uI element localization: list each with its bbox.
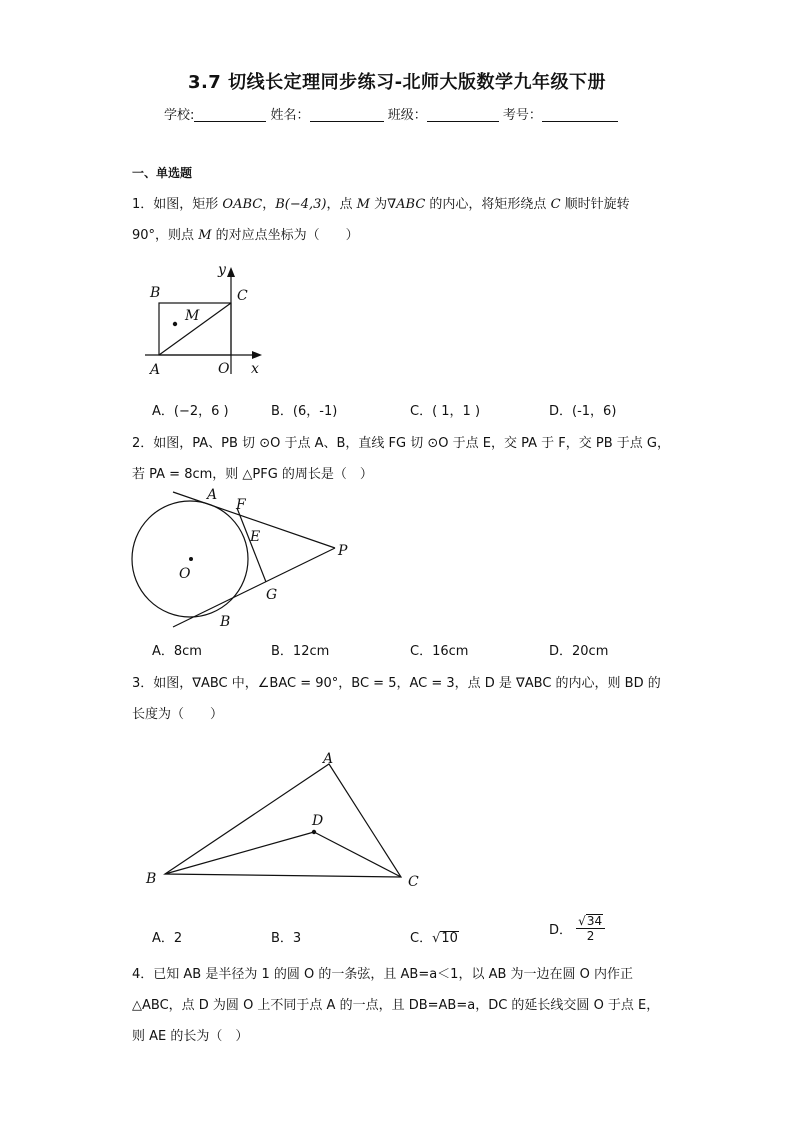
q1-text-line2: 90°，则点 M 的对应点坐标为（ ） xyxy=(132,228,359,243)
q3-option-d[interactable]: D． $\frac{√34}{2}$ xyxy=(549,914,605,943)
q3-option-b[interactable]: B．3 xyxy=(271,931,302,946)
q1-option-a[interactable]: A．(−2，6 ) xyxy=(152,404,229,419)
q3-figure xyxy=(140,745,430,895)
q1-option-b[interactable]: B．(6，-1) xyxy=(271,404,338,419)
q1-text-line1: 1．如图，矩形 OABC，B(−4,3)，点 M 为∇ABC 的内心，将矩形绕点 C 顺时针旋转 xyxy=(132,197,630,212)
label-e: E xyxy=(250,529,261,545)
y-axis-arrow-icon xyxy=(227,267,235,277)
center-o xyxy=(189,557,193,561)
q2-figure xyxy=(125,484,365,632)
label-o: O xyxy=(218,361,230,377)
q2-option-d[interactable]: D．20cm xyxy=(549,644,609,659)
q2-text-line2: 若 PA = 8cm，则 △PFG 的周长是（ ） xyxy=(132,467,373,482)
q4-text-line3: 则 AE 的长为（ ） xyxy=(132,1029,249,1044)
q3-option-a[interactable]: A．2 xyxy=(152,931,183,946)
label-a: A xyxy=(207,487,218,503)
q1-figure xyxy=(140,262,270,380)
fraction-sqrt34-over-2: $\frac{√34}{2}$ xyxy=(576,914,605,943)
student-info-line xyxy=(164,104,618,123)
q3-option-c[interactable]: C．√10 xyxy=(410,931,458,946)
segment-dc xyxy=(314,832,401,877)
class-blank[interactable] xyxy=(427,107,499,122)
exam-no-blank[interactable] xyxy=(542,107,618,122)
name-blank[interactable] xyxy=(310,107,384,122)
page-title: 3.7 切线长定理同步练习-北师大版数学九年级下册 xyxy=(187,72,607,93)
q1-option-d[interactable]: D．(-1，6) xyxy=(549,404,617,419)
name-label: 姓名： xyxy=(270,108,310,123)
label-o: O xyxy=(179,566,191,582)
school-blank[interactable] xyxy=(194,107,266,122)
label-b: B xyxy=(146,871,157,887)
label-y: y xyxy=(218,262,226,278)
label-c: C xyxy=(408,874,419,890)
q3-text-line1: 3．如图，∇ABC 中，∠BAC = 90°，BC = 5，AC = 3，点 D 是 ∇ABC 的内心，则 BD 的 xyxy=(132,676,661,691)
segment-bd xyxy=(165,832,314,874)
label-b: B xyxy=(150,285,161,301)
sqrt-10: 10 xyxy=(441,931,458,946)
q3-text-line2: 长度为（ ） xyxy=(132,707,224,722)
class-label: 班级： xyxy=(387,108,427,123)
label-b: B xyxy=(220,614,231,630)
label-d: D xyxy=(312,813,324,829)
label-c: C xyxy=(237,288,248,304)
q2-option-c[interactable]: C．16cm xyxy=(410,644,469,659)
point-m xyxy=(173,322,177,326)
tangent-pb xyxy=(173,548,335,627)
school-label: 学校: xyxy=(164,108,195,123)
label-f: F xyxy=(236,497,246,513)
x-axis-arrow-icon xyxy=(252,351,262,359)
label-a: A xyxy=(150,362,161,378)
q2-option-b[interactable]: B．12cm xyxy=(271,644,330,659)
point-d xyxy=(312,830,316,834)
q4-text-line2: △ABC，点 D 为圆 O 上不同于点 A 的一点，且 DB=AB=a，DC 的延长线交圆 O 于点 E， xyxy=(132,998,660,1013)
label-g: G xyxy=(266,587,278,603)
section-heading: 一、单选题 xyxy=(132,166,193,180)
exam-no-label: 考号： xyxy=(502,108,542,123)
label-x: x xyxy=(251,361,259,377)
q2-option-a[interactable]: A．8cm xyxy=(152,644,202,659)
label-m: M xyxy=(185,308,200,324)
q1-option-c[interactable]: C．( 1，1 ) xyxy=(410,404,481,419)
label-a: A xyxy=(323,751,334,767)
label-p: P xyxy=(338,543,348,559)
triangle-abc xyxy=(165,764,401,877)
q4-text-line1: 4．已知 AB 是半径为 1 的圆 O 的一条弦，且 AB=a＜1，以 AB 为一边在圆 O 内作正 xyxy=(132,967,634,982)
q2-text-line1: 2．如图，PA、PB 切 ⊙O 于点 A、B，直线 FG 切 ⊙O 于点 E，交 PA 于 F，交 PB 于点 G， xyxy=(132,436,670,451)
